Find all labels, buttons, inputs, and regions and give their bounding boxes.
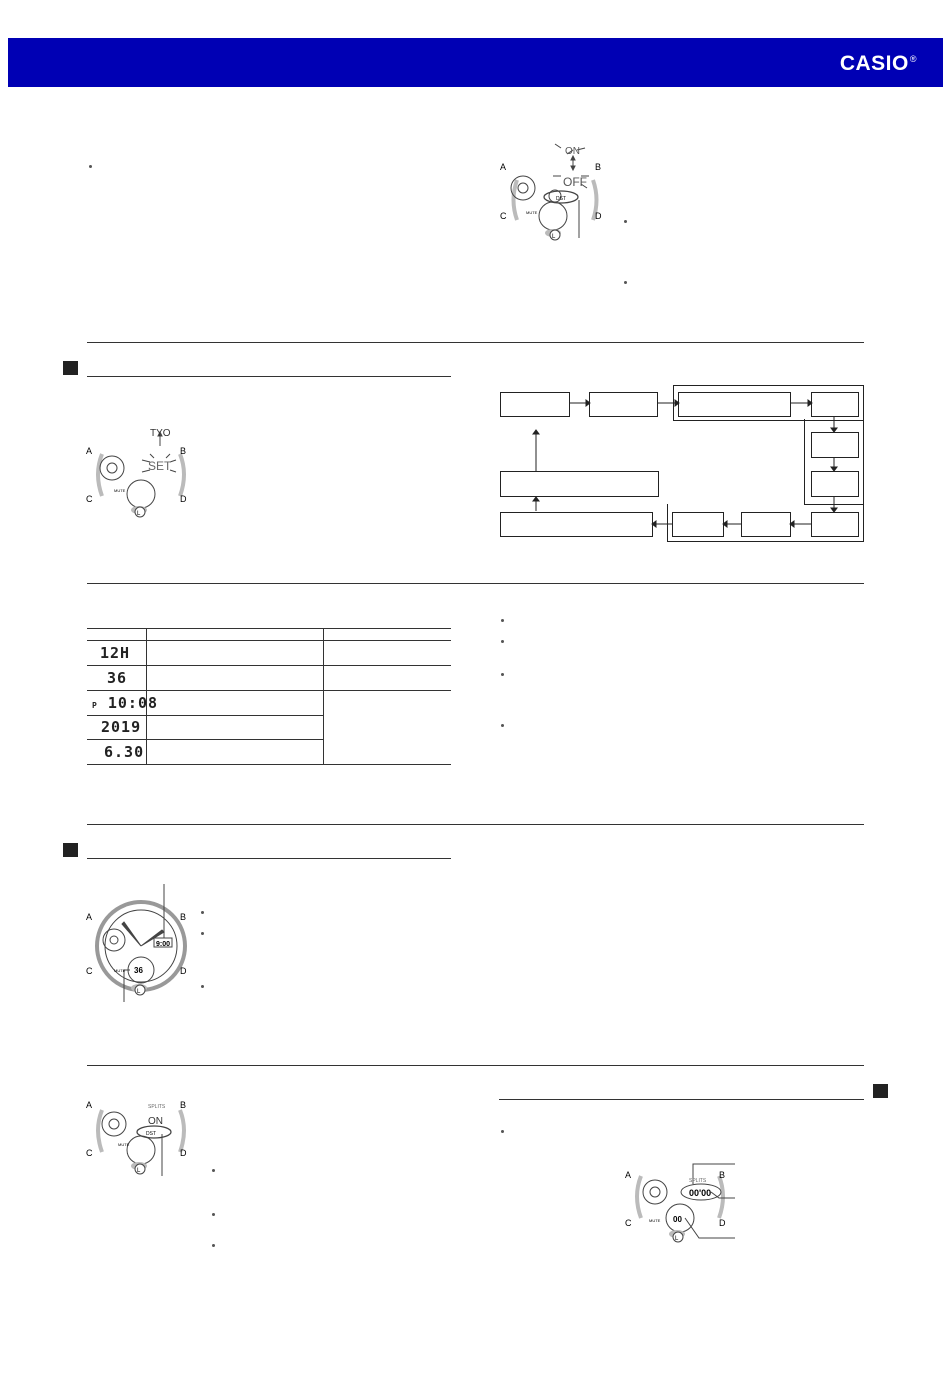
bullet bbox=[201, 911, 204, 914]
heading-underline bbox=[87, 376, 451, 377]
set-label: SET bbox=[148, 459, 172, 473]
bullet bbox=[624, 281, 627, 284]
bullet bbox=[201, 932, 204, 935]
mute-label: MUTE bbox=[114, 968, 126, 973]
button-l-label: L bbox=[137, 511, 141, 517]
registered-mark: ® bbox=[909, 54, 917, 64]
table-row bbox=[104, 743, 144, 761]
stopwatch-main-readout: 00'00 bbox=[689, 1188, 712, 1198]
table-row bbox=[107, 669, 127, 687]
bullet bbox=[212, 1169, 215, 1172]
section-divider bbox=[87, 342, 864, 343]
button-c-label: C bbox=[86, 1148, 93, 1158]
button-a-label: A bbox=[500, 162, 507, 172]
section-divider bbox=[87, 583, 864, 584]
heading-underline bbox=[87, 858, 451, 859]
watch-timekeeping-illustration bbox=[84, 884, 199, 1008]
mute-label: MUTE bbox=[526, 210, 538, 215]
flow-arrows bbox=[490, 380, 870, 550]
setting-display-12h: 12H bbox=[100, 644, 131, 662]
dst-label: DST bbox=[146, 1131, 156, 1137]
brand-name: CASIO bbox=[839, 52, 909, 75]
table-row bbox=[101, 718, 141, 736]
table-header-border bbox=[87, 640, 451, 641]
on-label: ON bbox=[565, 146, 580, 157]
table-row bbox=[92, 694, 158, 712]
button-l-label: L bbox=[137, 1168, 141, 1174]
bullet bbox=[89, 165, 92, 168]
city-code-label: TYO bbox=[150, 428, 171, 439]
table-row-border bbox=[87, 690, 451, 691]
setting-display-time: 10:08 bbox=[107, 694, 159, 712]
heading-underline bbox=[499, 1099, 864, 1100]
stopwatch-sub-readout: 00 bbox=[673, 1215, 682, 1224]
section-marker bbox=[873, 1084, 888, 1098]
mute-label: MUTE bbox=[118, 1142, 130, 1147]
digital-time-readout: 9:00 bbox=[156, 941, 171, 948]
button-b-label: B bbox=[180, 912, 187, 922]
button-c-label: C bbox=[86, 494, 93, 504]
section-marker bbox=[63, 843, 78, 857]
bullet bbox=[501, 673, 504, 676]
header-banner bbox=[8, 38, 943, 87]
pm-indicator: P bbox=[92, 701, 98, 710]
digital-seconds-readout: 36 bbox=[134, 966, 143, 975]
section-divider bbox=[87, 1065, 864, 1066]
button-b-label: B bbox=[180, 446, 187, 456]
button-b-label: B bbox=[180, 1100, 187, 1110]
button-c-label: C bbox=[86, 966, 93, 976]
button-c-label: C bbox=[625, 1218, 632, 1228]
watch-stopwatch-illustration bbox=[623, 1160, 743, 1244]
table-column-divider bbox=[323, 628, 324, 764]
button-b-label: B bbox=[595, 162, 602, 172]
button-l-label: L bbox=[675, 1236, 679, 1242]
setting-display-seconds: 36 bbox=[107, 669, 128, 687]
button-a-label: A bbox=[625, 1170, 632, 1180]
button-a-label: A bbox=[86, 446, 93, 456]
bullet bbox=[201, 985, 204, 988]
button-c-label: C bbox=[500, 211, 507, 221]
setting-display-year: 2019 bbox=[101, 718, 142, 736]
off-label: OFF bbox=[563, 175, 587, 189]
button-l-label: L bbox=[137, 989, 141, 995]
setting-display-date: 6.30 bbox=[104, 743, 145, 761]
button-d-label: D bbox=[180, 494, 187, 504]
mute-label: MUTE bbox=[114, 488, 126, 493]
section-divider bbox=[87, 824, 864, 825]
button-d-label: D bbox=[595, 211, 602, 221]
table-row-border bbox=[87, 739, 324, 740]
casio-logo bbox=[840, 52, 917, 76]
bullet bbox=[212, 1244, 215, 1247]
on-label: ON bbox=[148, 1116, 163, 1127]
splits-label: SPLITS bbox=[689, 1178, 707, 1184]
bullet bbox=[501, 619, 504, 622]
table-row bbox=[100, 644, 130, 662]
bullet bbox=[501, 1130, 504, 1133]
button-l-label: L bbox=[552, 234, 556, 240]
button-b-label: B bbox=[719, 1170, 726, 1180]
bullet bbox=[624, 220, 627, 223]
watch-city-set-illustration bbox=[84, 424, 199, 522]
button-d-label: D bbox=[180, 966, 187, 976]
bullet bbox=[501, 724, 504, 727]
button-a-label: A bbox=[86, 912, 93, 922]
table-bottom-border bbox=[87, 764, 451, 765]
watch-dst-toggle-illustration bbox=[495, 130, 610, 242]
button-d-label: D bbox=[180, 1148, 187, 1158]
section-marker bbox=[63, 361, 78, 375]
bullet bbox=[501, 640, 504, 643]
button-a-label: A bbox=[86, 1100, 93, 1110]
table-row-border bbox=[87, 665, 451, 666]
button-d-label: D bbox=[719, 1218, 726, 1228]
table-top-border bbox=[87, 628, 451, 629]
watch-dst-on-illustration bbox=[84, 1094, 199, 1178]
bullet bbox=[212, 1213, 215, 1216]
table-row-border bbox=[87, 715, 324, 716]
mute-label: MUTE bbox=[649, 1218, 661, 1223]
dst-label: DST bbox=[556, 196, 566, 202]
splits-label: SPLITS bbox=[148, 1104, 166, 1110]
